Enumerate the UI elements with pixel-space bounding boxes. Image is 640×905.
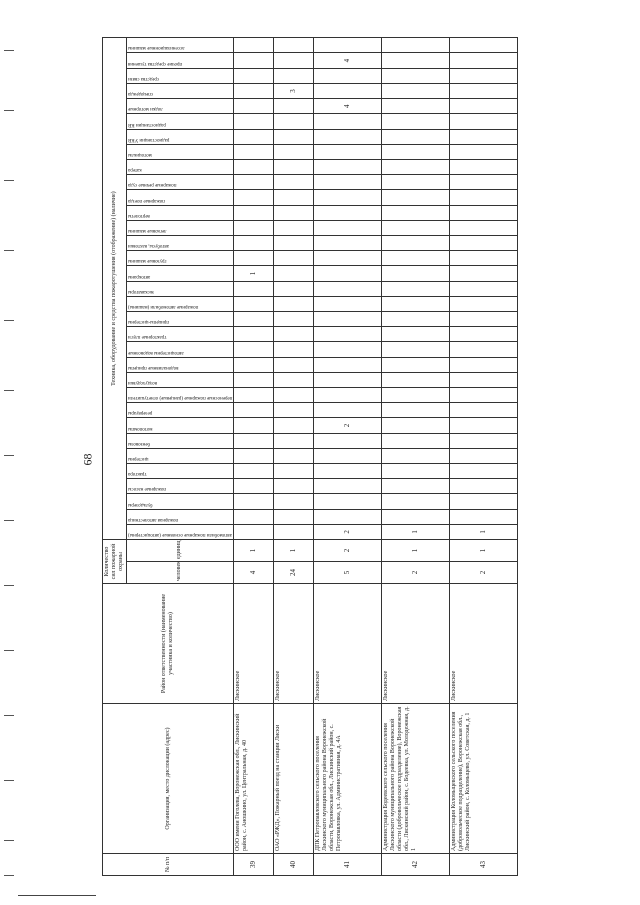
equipment-cell — [274, 327, 314, 342]
equipment-cell — [234, 99, 274, 114]
equipment-header-label: пожарные автомобили (машины) — [127, 303, 198, 309]
equipment-cell — [450, 220, 518, 235]
equipment-cell — [450, 494, 518, 509]
equipment-header — [126, 99, 233, 114]
equipment-cell — [382, 311, 450, 326]
equipment-cell — [314, 68, 382, 83]
equipment-cell — [234, 372, 274, 387]
equipment-cell — [450, 68, 518, 83]
equipment-cell — [314, 251, 382, 266]
table-row — [234, 38, 274, 876]
equipment-cell — [382, 296, 450, 311]
row-number: 39 — [234, 854, 274, 876]
equipment-cell — [274, 387, 314, 402]
equipment-cell — [234, 418, 274, 433]
equipment-header — [126, 311, 233, 326]
equipment-header-label: автомобили пожарные основные (автоцистерны) — [127, 532, 232, 537]
row-people: 24 — [274, 562, 314, 584]
equipment-cell — [382, 144, 450, 159]
margin-tick — [4, 840, 14, 841]
equipment-cell — [234, 235, 274, 250]
equipment-cell — [450, 99, 518, 114]
equipment-cell — [274, 68, 314, 83]
row-area: Лискинское — [274, 584, 314, 704]
equipment-cell — [450, 387, 518, 402]
equipment-cell — [314, 220, 382, 235]
equipment-cell — [274, 448, 314, 463]
equipment-cell — [314, 175, 382, 190]
equipment-header — [126, 114, 233, 129]
equipment-header-label: ассенизационные машины — [127, 45, 185, 51]
equipment-cell — [450, 509, 518, 524]
equipment-cell — [234, 296, 274, 311]
equipment-header-label: средства связи — [127, 75, 159, 81]
equipment-cell — [234, 175, 274, 190]
equipment-cell — [314, 509, 382, 524]
rotated-table-wrapper — [102, 38, 570, 876]
equipment-cell — [314, 479, 382, 494]
equipment-cell — [274, 342, 314, 357]
equipment-cell — [382, 205, 450, 220]
equipment-cell — [234, 129, 274, 144]
equipment-header-label: автобусы, вахтовки — [127, 243, 169, 249]
row-organization: ООО имени Гоголева, Воронежская обл., Лискинский район, с. Аношкино, ул. Центральная, д. 40 — [234, 704, 274, 854]
row-organization: ДПК Петропавловского сельского поселения Лискинского муниципального района Воронежской области, Воронежская обл., Лискинский район, с. Петропавловка, ул. Административная, д. 4А — [314, 704, 382, 854]
equipment-cell — [450, 463, 518, 478]
equipment-header-label: мотопомпы — [127, 425, 153, 431]
equipment-header — [126, 494, 233, 509]
equipment-header — [126, 433, 233, 448]
equipment-cell — [450, 448, 518, 463]
equipment-header-label: лодки моторные — [127, 106, 163, 112]
equipment-cell — [382, 509, 450, 524]
equipment-cell — [450, 190, 518, 205]
equipment-cell — [314, 342, 382, 357]
equipment-cell — [314, 372, 382, 387]
equipment-header-label: автоцистерны водовозные — [127, 349, 184, 355]
equipment-header-label: трактора — [127, 471, 147, 477]
row-people: 2 — [382, 562, 450, 584]
margin-tick — [4, 650, 14, 651]
row-people: 2 — [450, 562, 518, 584]
equipment-cell — [450, 418, 518, 433]
equipment-cell — [274, 251, 314, 266]
margin-tick — [4, 520, 14, 521]
equipment-cell — [314, 144, 382, 159]
equipment-cell — [450, 342, 518, 357]
equipment-header — [126, 372, 233, 387]
equipment-cell — [234, 327, 274, 342]
equipment-cell — [234, 38, 274, 53]
header-num: № п/п — [103, 854, 234, 876]
equipment-cell — [234, 524, 274, 539]
equipment-header — [126, 479, 233, 494]
equipment-cell — [234, 281, 274, 296]
equipment-header — [126, 463, 233, 478]
equipment-cell — [382, 175, 450, 190]
equipment-cell — [274, 311, 314, 326]
equipment-cell — [314, 235, 382, 250]
equipment-header — [126, 509, 233, 524]
table-row — [274, 38, 314, 876]
equipment-cell — [234, 205, 274, 220]
equipment-cell — [234, 190, 274, 205]
equipment-cell — [274, 266, 314, 281]
equipment-cell — [450, 53, 518, 68]
margin-tick — [4, 780, 14, 781]
margin-tick — [4, 250, 14, 251]
equipment-cell: 1 — [382, 524, 450, 539]
equipment-cell: 1 — [234, 266, 274, 281]
margin-tick — [4, 390, 14, 391]
row-people: 4 — [234, 562, 274, 584]
equipment-cell — [274, 129, 314, 144]
equipment-cell — [314, 38, 382, 53]
page-number: 68 — [80, 453, 95, 466]
equipment-cell — [450, 159, 518, 174]
row-organization: ОАО «РЖД», Пожарный поезд на станции Лиски — [274, 704, 314, 854]
equipment-cell — [314, 129, 382, 144]
equipment-cell — [314, 494, 382, 509]
equipment-cell — [382, 68, 450, 83]
equipment-cell — [274, 372, 314, 387]
equipment-header-label: прочие средства тушения — [127, 60, 182, 66]
equipment-cell — [274, 99, 314, 114]
equipment-cell — [234, 68, 274, 83]
equipment-header-label: цистерны — [127, 455, 149, 461]
equipment-cell — [234, 114, 274, 129]
header-organization: Организация, место дислокации (адрес) — [103, 704, 234, 854]
equipment-cell — [450, 281, 518, 296]
equipment-header — [126, 190, 233, 205]
row-units: 1 — [234, 540, 274, 562]
equipment-cell — [450, 38, 518, 53]
equipment-cell — [314, 463, 382, 478]
row-units: 2 — [314, 540, 382, 562]
equipment-cell — [234, 357, 274, 372]
equipment-cell — [314, 433, 382, 448]
equipment-cell — [274, 220, 314, 235]
equipment-cell — [274, 357, 314, 372]
equipment-cell — [450, 311, 518, 326]
equipment-cell — [382, 494, 450, 509]
equipment-header-label: воздуходувки — [127, 379, 157, 385]
equipment-cell: 3 — [274, 83, 314, 98]
equipment-header — [126, 266, 233, 281]
equipment-header-label: грузовые машины — [127, 258, 167, 264]
equipment-cell — [450, 403, 518, 418]
table-row — [314, 38, 382, 876]
equipment-header-label: пожарные поезда — [127, 197, 165, 203]
equipment-cell — [314, 357, 382, 372]
equipment-cell — [234, 387, 274, 402]
equipment-cell — [234, 448, 274, 463]
equipment-cell — [382, 266, 450, 281]
equipment-cell — [450, 357, 518, 372]
row-number: 41 — [314, 854, 382, 876]
equipment-cell — [314, 266, 382, 281]
equipment-header-label: катера — [127, 167, 142, 173]
equipment-header — [126, 220, 233, 235]
footer-line — [18, 895, 96, 896]
equipment-cell — [450, 327, 518, 342]
equipment-cell: 1 — [450, 524, 518, 539]
equipment-cell — [382, 38, 450, 53]
equipment-header — [126, 251, 233, 266]
equipment-cell — [314, 403, 382, 418]
equipment-header — [126, 418, 233, 433]
equipment-header — [126, 357, 233, 372]
equipment-cell — [382, 433, 450, 448]
row-units: 1 — [382, 540, 450, 562]
equipment-cell — [234, 463, 274, 478]
header-qty-units: единиц — [126, 540, 233, 562]
row-units: 1 — [274, 540, 314, 562]
row-units: 1 — [450, 540, 518, 562]
equipment-cell — [450, 372, 518, 387]
equipment-cell — [382, 83, 450, 98]
equipment-cell — [274, 235, 314, 250]
equipment-cell: 2 — [314, 524, 382, 539]
margin-tick — [4, 110, 14, 111]
equipment-cell — [234, 144, 274, 159]
equipment-cell — [314, 190, 382, 205]
equipment-header — [126, 403, 233, 418]
equipment-header — [126, 524, 233, 539]
equipment-header — [126, 327, 233, 342]
equipment-cell — [234, 433, 274, 448]
equipment-cell — [314, 448, 382, 463]
equipment-cell — [382, 342, 450, 357]
equipment-header-label: вертолеты — [127, 212, 150, 218]
equipment-cell — [274, 479, 314, 494]
row-area: Лискинское — [382, 584, 450, 704]
equipment-header — [126, 159, 233, 174]
equipment-cell — [274, 463, 314, 478]
equipment-cell — [382, 99, 450, 114]
margin-tick — [4, 320, 14, 321]
header-area: Район ответственности (наименование участника и количество) — [103, 584, 234, 704]
equipment-cell — [274, 114, 314, 129]
equipment-header — [126, 68, 233, 83]
equipment-cell — [450, 205, 518, 220]
equipment-cell — [234, 494, 274, 509]
equipment-cell — [314, 114, 382, 129]
equipment-cell — [382, 114, 450, 129]
equipment-cell — [382, 448, 450, 463]
equipment-cell — [234, 509, 274, 524]
equipment-cell — [234, 251, 274, 266]
equipment-cell: 2 — [314, 418, 382, 433]
equipment-cell — [234, 342, 274, 357]
equipment-header-label: бензовозы — [127, 440, 150, 446]
equipment-header — [126, 205, 233, 220]
equipment-cell — [382, 235, 450, 250]
equipment-cell — [314, 296, 382, 311]
equipment-header-label: пожарные речные суда — [127, 182, 177, 188]
equipment-cell — [274, 38, 314, 53]
equipment-cell: 4 — [314, 99, 382, 114]
equipment-cell — [382, 281, 450, 296]
equipment-cell — [274, 433, 314, 448]
equipment-cell — [274, 205, 314, 220]
equipment-cell — [274, 403, 314, 418]
equipment-cell — [382, 327, 450, 342]
row-area: Лискинское — [234, 584, 274, 704]
equipment-header — [126, 387, 233, 402]
margin-tick — [4, 585, 14, 586]
equipment-cell — [382, 403, 450, 418]
equipment-header — [126, 281, 233, 296]
equipment-header — [126, 144, 233, 159]
equipment-cell — [234, 220, 274, 235]
equipment-header-label: прицепы-цистерны — [127, 319, 169, 325]
equipment-header-label: радиостанции КВ — [127, 121, 166, 127]
equipment-cell — [274, 175, 314, 190]
equipment-cell — [234, 403, 274, 418]
equipment-header — [126, 235, 233, 250]
equipment-cell — [274, 494, 314, 509]
equipment-cell — [274, 509, 314, 524]
equipment-header-label: переносные пожарные (ранцевые) огнетушители — [127, 395, 233, 401]
equipment-cell — [314, 205, 382, 220]
equipment-cell — [450, 296, 518, 311]
margin-tick — [4, 180, 14, 181]
equipment-header — [126, 448, 233, 463]
equipment-cell — [382, 129, 450, 144]
equipment-cell — [234, 311, 274, 326]
margin-tick — [4, 455, 14, 456]
margin-tick — [4, 50, 14, 51]
equipment-header — [126, 175, 233, 190]
margin-tick — [4, 875, 14, 876]
row-number: 40 — [274, 854, 314, 876]
equipment-cell — [314, 387, 382, 402]
forces-table — [102, 37, 518, 876]
header-qty: Количество сил пожарной охраны — [103, 540, 127, 584]
equipment-header-label: водоналивные прицепы — [127, 364, 179, 370]
equipment-cell — [314, 281, 382, 296]
equipment-cell — [450, 175, 518, 190]
equipment-cell — [450, 129, 518, 144]
equipment-cell — [234, 83, 274, 98]
equipment-header — [126, 342, 233, 357]
equipment-cell — [450, 235, 518, 250]
table-row — [450, 38, 518, 876]
equipment-cell — [450, 433, 518, 448]
equipment-header-label: пожарные насосы — [127, 486, 166, 492]
equipment-cell — [314, 311, 382, 326]
row-area: Лискинское — [450, 584, 518, 704]
equipment-header — [126, 53, 233, 68]
row-number: 42 — [382, 854, 450, 876]
equipment-cell — [274, 281, 314, 296]
equipment-header-label: экскаваторы — [127, 288, 154, 294]
equipment-cell — [274, 159, 314, 174]
equipment-header — [126, 296, 233, 311]
equipment-cell — [382, 220, 450, 235]
equipment-header-label: тракторные плуги — [127, 334, 167, 340]
equipment-cell — [382, 372, 450, 387]
equipment-header — [126, 38, 233, 53]
equipment-header-label: бульдозеры — [127, 501, 153, 507]
row-organization: Администрация Бодеевского сельского поселения Лискинского муниципального района Воронежской области (добровольческое подразделение), Воронежская обл., Лискинский район, с. Бодеевка, ул. Молодежная, д. 1 — [382, 704, 450, 854]
equipment-cell — [234, 53, 274, 68]
equipment-cell — [274, 144, 314, 159]
equipment-cell — [382, 190, 450, 205]
equipment-header-label: пожарная автолестница — [127, 516, 178, 522]
equipment-cell — [382, 463, 450, 478]
row-number: 43 — [450, 854, 518, 876]
equipment-cell — [274, 53, 314, 68]
equipment-header-label: мотоциклы — [127, 151, 152, 157]
row-organization: Администрация Коломыцевского сельского поселения (добровольческое подразделение), Воронежская обл., Лискинский район, с. Коломыцево, ул. Советская, д. 1 — [450, 704, 518, 854]
equipment-cell — [450, 251, 518, 266]
equipment-header — [126, 129, 233, 144]
equipment-header-label: радиостанции УКВ — [127, 136, 170, 142]
equipment-cell — [274, 418, 314, 433]
equipment-cell — [450, 114, 518, 129]
equipment-cell — [382, 357, 450, 372]
margin-tick — [4, 715, 14, 716]
equipment-cell — [314, 159, 382, 174]
equipment-cell — [382, 159, 450, 174]
equipment-cell — [450, 83, 518, 98]
equipment-cell — [234, 159, 274, 174]
equipment-cell — [450, 266, 518, 281]
equipment-cell — [274, 296, 314, 311]
equipment-cell — [382, 418, 450, 433]
equipment-cell — [450, 144, 518, 159]
equipment-header-label: резервуары — [127, 410, 152, 416]
equipment-cell — [382, 479, 450, 494]
header-qty-people: человек — [126, 562, 233, 584]
header-equipment-group: Техника, оборудование и средства пожаротушения (отображение) (наличие) — [103, 38, 127, 540]
equipment-cell — [382, 251, 450, 266]
equipment-header — [126, 83, 233, 98]
equipment-cell — [234, 479, 274, 494]
row-people: 5 — [314, 562, 382, 584]
equipment-header-label: легковые машины — [127, 227, 167, 233]
row-area: Лискинское — [314, 584, 382, 704]
equipment-header-label: спецодежда — [127, 91, 153, 97]
equipment-cell — [382, 387, 450, 402]
table-row — [382, 38, 450, 876]
equipment-cell — [274, 190, 314, 205]
equipment-cell — [314, 327, 382, 342]
equipment-cell — [382, 53, 450, 68]
equipment-cell — [450, 479, 518, 494]
equipment-cell: 4 — [314, 53, 382, 68]
equipment-header-label: автокраны — [127, 273, 150, 279]
equipment-cell — [274, 524, 314, 539]
equipment-cell — [314, 83, 382, 98]
